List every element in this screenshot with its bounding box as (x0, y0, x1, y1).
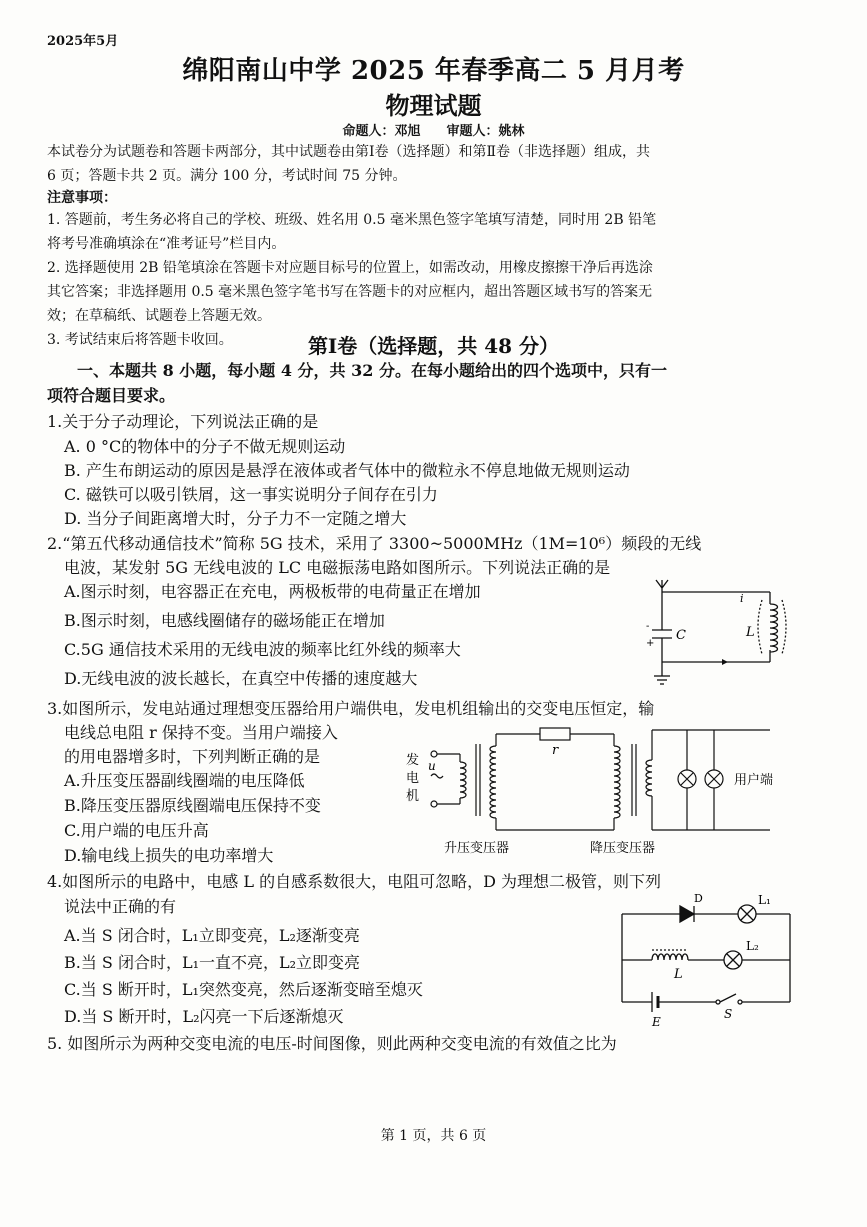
q3-fig-step-up-label: 升压变压器 (444, 841, 510, 856)
q4-stem-2: 说法中正确的有 (64, 897, 177, 916)
q2-option-c: C.5G 通信技术采用的无线电波的频率比红外线的频率大 (64, 640, 461, 659)
q4-fig-switch-label: S (724, 1007, 733, 1021)
q4-fig-diode-label: D (694, 892, 703, 905)
intro-line-1: 本试卷分为试题卷和答题卡两部分，其中试题卷由第Ⅰ卷（选择题）和第Ⅱ卷（非选择题）组成，共 (47, 144, 651, 160)
q4-fig-lamp2-label: L₂ (746, 939, 759, 953)
note-2a: 2. 选择题使用 2B 铅笔填涂在答题卡对应题目标号的位置上，如需改动，用橡皮擦擦干净后再选涂 (47, 260, 653, 276)
q2-option-d: D.无线电波的波长越长，在真空中传播的速度越大 (64, 669, 418, 688)
q4-fig-emf-label: E (652, 1015, 661, 1028)
note-2b: 其它答案；非选择题用 0.5 毫米黑色签字笔书写在答题卡的对应框内，超出答题区域书写的答案无 (47, 284, 653, 300)
q3-fig-user-label: 用户端 (734, 773, 774, 788)
q4-circuit-figure (612, 892, 802, 1028)
q3-transmission-figure (400, 720, 800, 858)
q3-option-c: C.用户端的电压升高 (64, 821, 209, 840)
q2-stem-1: 2.“第五代移动通信技术”简称 5G 技术，采用了 3300~5000MHz（1M=10⁶）频段的无线 (47, 534, 702, 553)
q1-option-a: A. 0 °C的物体中的分子不做无规则运动 (64, 437, 346, 456)
svg-text:-: - (646, 621, 650, 632)
q4-option-b: B.当 S 闭合时，L₁一直不亮，L₂立即变亮 (64, 953, 361, 972)
q3-fig-step-down-label: 降压变压器 (590, 841, 656, 856)
q1-option-b: B. 产生布朗运动的原因是悬浮在液体或者气体中的微粒永不停息地做无规则运动 (64, 461, 630, 480)
exam-authors: 命题人：邓旭 审题人：姚林 (342, 124, 525, 139)
q5-stem: 5. 如图所示为两种交变电流的电压-时间图像，则此两种交变电流的有效值之比为 (47, 1034, 617, 1053)
notes-title: 注意事项： (47, 190, 117, 206)
q2-option-b: B.图示时刻，电感线圈储存的磁场能正在增加 (64, 611, 385, 630)
q2-option-a: A.图示时刻，电容器正在充电，两极板带的电荷量正在增加 (64, 582, 481, 601)
q2-lc-circuit-figure (640, 578, 790, 690)
q4-option-a: A.当 S 闭合时，L₁立即变亮，L₂逐渐变亮 (64, 926, 360, 945)
q1-option-d: D. 当分子间距离增大时，分子力不一定随之增大 (64, 509, 407, 528)
q1-stem: 1.关于分子动理论，下列说法正确的是 (47, 412, 319, 431)
q4-option-c: C.当 S 断开时，L₁突然变亮，然后逐渐变暗至熄灭 (64, 980, 423, 999)
section-instruction-2: 项符合题目要求。 (47, 386, 176, 405)
q3-option-a: A.升压变压器副线圈端的电压降低 (64, 771, 305, 790)
note-1b: 将考号准确填涂在“准考证号”栏目内。 (47, 236, 286, 252)
q4-fig-inductor-label: L (674, 967, 683, 982)
page-footer: 第 1 页，共 6 页 (380, 1128, 487, 1144)
q4-stem-1: 4.如图所示的电路中，电感 L 的自感系数很大，电阻可忽略，D 为理想二极管，则下列 (47, 872, 661, 891)
exam-date: 2025年5月 (47, 34, 119, 49)
svg-text:+: + (646, 638, 655, 649)
q2-stem-2: 电波，某发射 5G 无线电波的 LC 电磁振荡电路如图所示。下列说法正确的是 (64, 558, 611, 577)
q3-fig-resistor-label: r (552, 743, 559, 758)
exam-title: 绵阳南山中学 2025 年春季高二 5 月月考 (182, 56, 685, 86)
q4-fig-lamp1-label: L₁ (758, 893, 771, 907)
section-title: 第Ⅰ卷（选择题，共 48 分） (307, 334, 560, 358)
q3-stem-2: 电线总电阻 r 保持不变。当用户端接入 (64, 723, 338, 742)
note-2c: 效；在草稿纸、试题卷上答题无效。 (47, 308, 271, 324)
note-1a: 1. 答题前，考生务必将自己的学校、班级、姓名用 0.5 毫米黑色签字笔填写清楚，同时用 2B 铅笔 (47, 212, 657, 228)
intro-line-2: 6 页；答题卡共 2 页。满分 100 分，考试时间 75 分钟。 (47, 168, 407, 184)
q2-fig-inductor-label: L (746, 625, 755, 640)
q3-option-d: D.输电线上损失的电功率增大 (64, 846, 274, 865)
svg-text:电: 电 (406, 771, 420, 786)
q3-option-b: B.降压变压器原线圈端电压保持不变 (64, 796, 321, 815)
q4-option-d: D.当 S 断开时，L₂闪亮一下后逐渐熄灭 (64, 1007, 344, 1026)
q2-fig-current-label: i (740, 592, 744, 605)
q2-fig-capacitor-label: C (676, 628, 686, 643)
q3-fig-voltage-label: u (428, 759, 436, 773)
svg-text:机: 机 (406, 789, 420, 804)
q3-stem-3: 的用电器增多时，下列判断正确的是 (64, 747, 321, 766)
q3-stem-1: 3.如图所示，发电站通过理想变压器给用户端供电，发电机组输出的交变电压恒定，输 (47, 699, 655, 718)
exam-subtitle: 物理试题 (385, 91, 482, 120)
q1-option-c: C. 磁铁可以吸引铁屑，这一事实说明分子间存在引力 (64, 485, 438, 504)
section-instruction-1: 一、本题共 8 小题，每小题 4 分，共 32 分。在每小题给出的四个选项中，只有一 (77, 361, 667, 380)
note-3: 3. 考试结束后将答题卡收回。 (47, 332, 233, 348)
q3-fig-generator-label-1: 发 (406, 753, 420, 768)
